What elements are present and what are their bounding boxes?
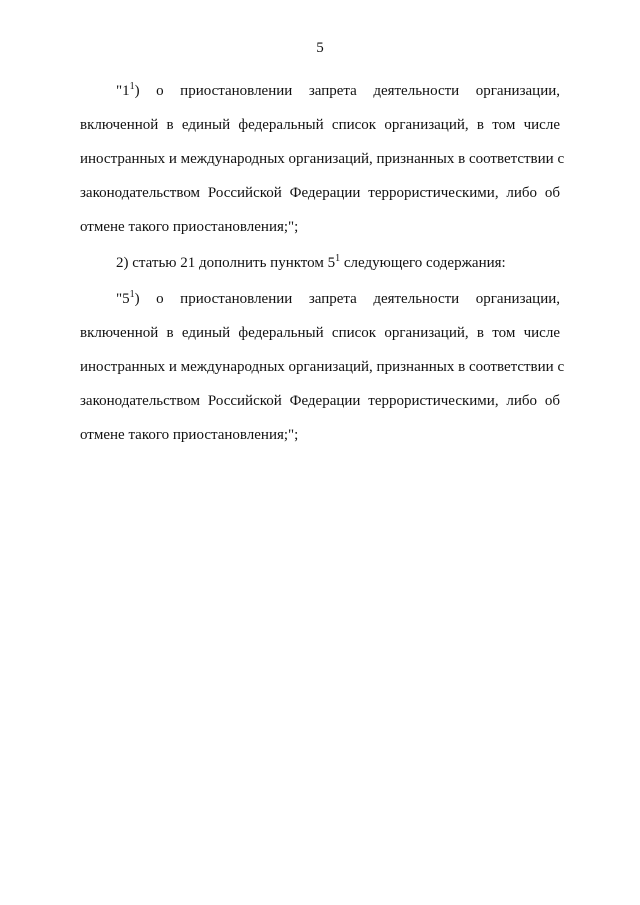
paragraph-line: отмене такого приостановления;";	[80, 427, 299, 443]
paragraph-line: включенной в единый федеральный список организаций, в том числе	[80, 117, 560, 133]
line-text: 2) статью 21 дополнить пунктом 5	[116, 255, 336, 271]
superscript: 1	[335, 253, 341, 264]
paragraph-line: законодательством Российской Федерации террористическими, либо об	[80, 185, 560, 201]
paragraph-line	[80, 246, 560, 280]
paragraph-line: отмене такого приостановления;";	[80, 219, 299, 235]
paragraph-item-1-1	[80, 74, 565, 244]
paragraph-line: законодательством Российской Федерации террористическими, либо об	[80, 393, 560, 409]
item-prefix: "1	[116, 83, 130, 99]
item-prefix: "5	[116, 291, 130, 307]
paragraph-line: иностранных и международных организаций, признанных в соответствии с	[80, 359, 565, 375]
superscript: 1	[129, 81, 135, 92]
paragraph-line: иностранных и международных организаций, признанных в соответствии с	[80, 151, 565, 167]
line-text: ) о приостановлении запрета деятельности организации,	[134, 291, 560, 307]
line-text: следующего содержания:	[340, 255, 506, 271]
superscript: 1	[129, 289, 135, 300]
page-number: 5	[316, 40, 324, 56]
paragraph-item-5-1	[80, 282, 565, 452]
paragraph-item-2	[80, 246, 560, 280]
line-text: ) о приостановлении запрета деятельности организации,	[134, 83, 560, 99]
paragraph-line	[80, 74, 560, 108]
paragraph-line	[80, 282, 560, 316]
paragraph-line: включенной в единый федеральный список организаций, в том числе	[80, 325, 560, 341]
